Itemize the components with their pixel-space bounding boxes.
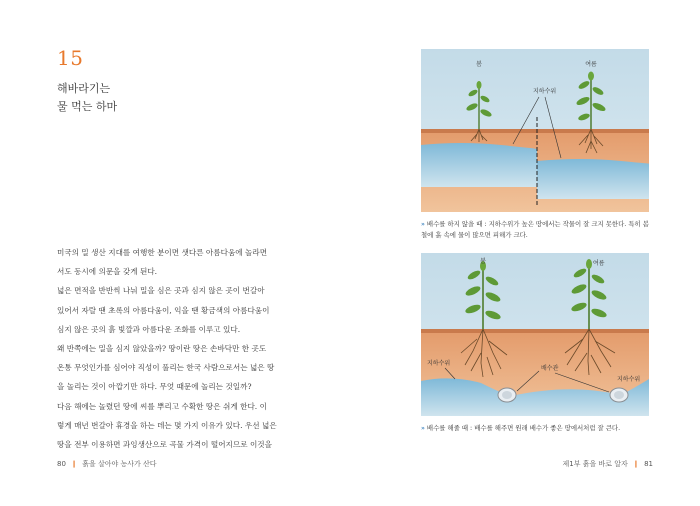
footer-divider: ❙: [632, 460, 639, 468]
label-spring: 봄: [480, 258, 486, 265]
body-line: 있어서 자랄 땐 초록의 아름다움이, 익을 땐 황금색의 아름다움이: [57, 305, 270, 315]
footer-left: [57, 459, 157, 469]
water-table-low: [537, 159, 649, 199]
chapter-title-line: 해바라기는: [57, 82, 111, 95]
caption-text: 배수를 해줄 때 : 배수를 해주면 원래 배수가 좋은 땅에서처럼 잘 큰다.: [426, 424, 621, 432]
footer-right: [563, 459, 654, 469]
chapter-title-line: 물 먹는 하마: [57, 100, 118, 113]
figure-no-drainage-caption: [421, 219, 653, 240]
ground-surface: [421, 329, 649, 333]
label-water-table-left: 지하수위: [427, 360, 451, 367]
figure-with-drainage-caption: [421, 423, 653, 434]
caption-marker-icon: »: [421, 220, 425, 228]
page-number: 81: [644, 460, 653, 468]
body-line: 렇게 매년 번갈아 휴경을 하는 데는 몇 가지 이유가 있다. 우선 넓은: [57, 420, 277, 430]
caption-marker-icon: »: [421, 424, 425, 432]
page-number: 80: [57, 460, 66, 468]
footer-divider: ❙: [71, 460, 78, 468]
figure-with-drainage-illustration: [421, 253, 649, 416]
water-table-high: [421, 143, 537, 187]
body-line: 미국의 밀 생산 지대를 여행한 분이면 샛다른 아름다움에 놀라면: [57, 248, 268, 257]
body-line: 땅을 전부 이용하면 과잉생산으로 곡물 가격이 떨어지므로 이것을: [57, 439, 272, 449]
caption-text: 배수를 하지 않을 때 : 지하수위가 높은 땅에서는 작물이 잘 크지 못한다. 특히 봄철에 흙 속에 물이 많으면 피해가 크다.: [421, 220, 649, 239]
body-text: [57, 243, 289, 454]
figure-no-drainage-illustration: [421, 49, 649, 212]
body-line: 온통 무엇인가를 심어야 직성이 풀리는 한국 사람으로서는 넓은 땅: [57, 363, 275, 373]
body-line: 다음 해에는 놀렸던 땅에 씨를 뿌리고 수확한 땅은 쉬게 한다. 이: [57, 401, 267, 411]
figure-no-drainage: [421, 49, 649, 212]
body-line: 넓은 면적을 반반씩 나눠 밀을 심은 곳과 심지 않은 곳이 번갈아: [57, 286, 265, 296]
drain-pipe-left-inner: [502, 391, 512, 399]
chapter-number: 15: [57, 46, 84, 70]
part-title: 제1부 흙을 바로 알자: [562, 460, 628, 468]
label-water-table: 지하수위: [533, 88, 557, 95]
label-drain-pipe: 배수관: [541, 365, 559, 372]
ground-surface: [421, 129, 649, 133]
book-title: 흙을 살아야 농사가 산다: [82, 460, 157, 468]
body-line: 왜 반쪽에는 밀을 심지 않았을까? 땅이란 땅은 손바닥만 한 곳도: [57, 343, 267, 353]
label-summer: 여름: [593, 260, 605, 267]
drain-pipe-right-inner: [614, 391, 624, 399]
chapter-title: [57, 80, 257, 116]
body-line: 심지 않은 곳의 흙 빛깔과 아름다운 조화를 이루고 있다.: [57, 324, 241, 334]
body-line: 을 놀리는 것이 아깝기만 하다. 무엇 때문에 놀리는 것일까?: [57, 382, 252, 392]
figure-with-drainage: [421, 253, 649, 416]
body-line: 서도 동시에 의문을 갖게 된다.: [57, 267, 158, 277]
label-water-table-right: 지하수위: [617, 376, 641, 383]
label-spring: 봄: [476, 61, 482, 68]
label-summer: 여름: [585, 61, 597, 68]
